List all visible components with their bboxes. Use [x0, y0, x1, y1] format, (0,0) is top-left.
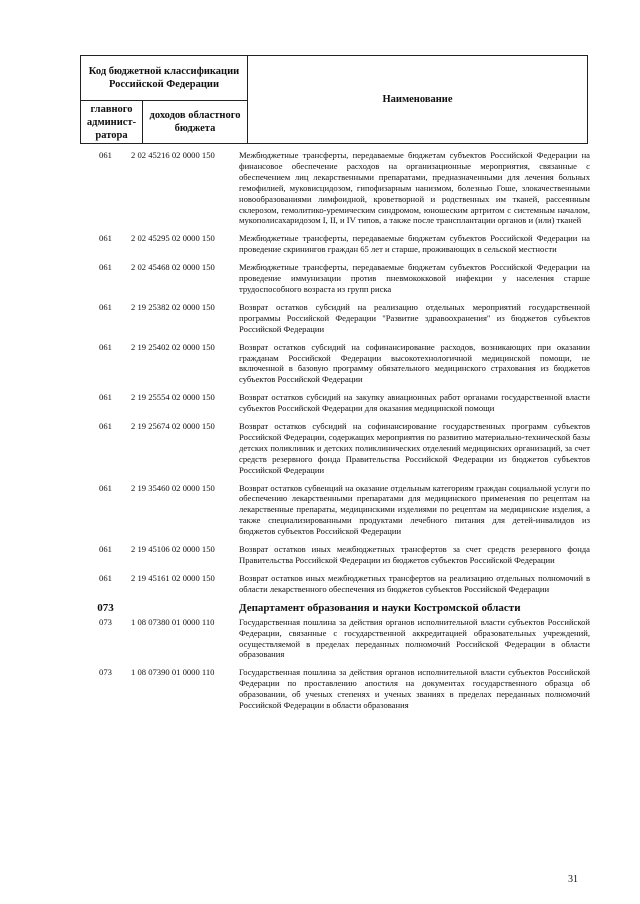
row-description: Государственная пошлина за действия органов исполнительной власти субъектов Российской Федерации по проставлению апостиля на документах государственного образца об образовании, об ученых степенях и ученых званиях в пределах переданных полномочий Российской Федерации в области образования [239, 667, 590, 711]
revenue-code: 2 19 25674 02 0000 150 [131, 421, 215, 432]
table-header [80, 55, 588, 144]
table-row [80, 342, 590, 386]
department-name: Департамент образования и науки Костромской области [239, 601, 521, 614]
department-heading-row [80, 602, 590, 615]
revenue-column-header: доходов областного бюджета [143, 101, 248, 144]
revenue-code: 2 02 45468 02 0000 150 [131, 262, 215, 273]
admin-code: 061 [99, 572, 112, 583]
row-description: Государственная пошлина за действия органов исполнительной власти субъектов Российской Федерации, связанные с государственной аккредитацией образовательных учреждений, осуществляемой в пределах переданных полномочий Российской Федерации в области образования [239, 616, 590, 660]
admin-code: 061 [99, 544, 112, 555]
row-description: Межбюджетные трансферты, передаваемые бюджетам субъектов Российской Федерации на финансовое обеспечение расходов на организационные мероприятия, связанные с обеспечением лиц лекарственными препаратами, предназначенными для лечения больных гемофилией, муковисцидозом, гипофизарным нанизмом, болезнью Гоше, злокачественными новообразованиями лимфоидной, кроветворной и родственных им тканей, рассеянным склерозом, гемолитико-уремическим синдромом, юношеским артритом с системным началом, мукополисахаридозом I, II, и IV типов, а также после трансплантации органов и (или) тканей [239, 150, 590, 226]
revenue-code: 2 19 25402 02 0000 150 [131, 341, 215, 352]
admin-code: 073 [99, 616, 112, 627]
revenue-code: 2 19 35460 02 0000 150 [131, 482, 215, 493]
revenue-code: 1 08 07390 01 0000 110 [131, 667, 215, 678]
row-description: Межбюджетные трансферты, передаваемые бюджетам субъектов Российской Федерации на проведение скринингов граждан 65 лет и старше, проживающих в сельской местности [239, 233, 590, 255]
table-row [80, 667, 590, 711]
revenue-code: 1 08 07380 01 0000 110 [131, 616, 215, 627]
revenue-code: 2 19 45161 02 0000 150 [131, 572, 215, 583]
admin-code: 061 [99, 233, 112, 244]
table-row [80, 392, 590, 414]
table-row [80, 573, 590, 595]
table-row [80, 233, 590, 255]
admin-code: 061 [99, 341, 112, 352]
row-description: Возврат остатков иных межбюджетных трансфертов за счет средств резервного фонда Правительства Российской Федерации из бюджетов субъектов Российской Федерации [239, 544, 590, 565]
admin-code: 061 [99, 421, 112, 432]
table-body [80, 150, 590, 718]
row-description: Возврат остатков субсидий на реализацию отдельных мероприятий государственной программы Российской Федерации "Развитие здравоохранения" из бюджетов субъектов Российской Федерации [239, 301, 590, 334]
row-description: Возврат остатков иных межбюджетных трансфертов на реализацию отдельных полномочий в области лекарственного обеспечения из бюджетов субъектов Российской Федерации [239, 572, 590, 594]
page-number: 31 [568, 874, 578, 885]
row-description: Возврат остатков субсидий на софинансирование государственных программ субъектов Российской Федерации, содержащих мероприятия по развитию материально-технической базы детских поликлиник и детских поликлинических отделений медицинских организаций, за счет средств резервного фонда Правительства Российской Федерации из бюджетов субъектов Российской Федерации [239, 421, 590, 475]
table-row [80, 421, 590, 476]
admin-code: 073 [99, 667, 112, 678]
table-row [80, 617, 590, 661]
table-row [80, 302, 590, 335]
revenue-code: 2 19 25554 02 0000 150 [131, 392, 215, 403]
row-description: Возврат остатков субвенций на оказание отдельным категориям граждан социальной услуги по обеспечению лекарственными препаратами для медицинского применения по рецептам на лекарственные препараты, медицинскими изделиями по рецептам на медицинские изделия, а также специализированными продуктами лечебного питания для детей-инвалидов из бюджетов субъектов Российской Федерации [239, 482, 590, 537]
table-row [80, 544, 590, 566]
admin-code: 061 [99, 262, 112, 273]
code-group-header: Код бюджетной классификации Российской Федерации [81, 56, 248, 101]
revenue-code: 2 02 45295 02 0000 150 [131, 233, 215, 244]
main-admin-column-header: главного админист-ратора [81, 101, 143, 144]
admin-code: 061 [99, 150, 112, 160]
revenue-code: 2 19 25382 02 0000 150 [131, 301, 215, 312]
row-description: Возврат остатков субсидий на софинансирование расходов, возникающих при оказании гражданам Российской Федерации высокотехнологичной медицинской помощи, не включенной в базовую программу обязательного медицинского страхования из бюджетов субъектов Российской Федерации [239, 341, 590, 385]
table-row [80, 150, 590, 226]
name-column-header: Наименование [248, 56, 588, 144]
table-row [80, 262, 590, 295]
revenue-code: 2 02 45216 02 0000 150 [131, 150, 215, 160]
admin-code: 061 [99, 301, 112, 312]
admin-code: 061 [99, 482, 112, 493]
row-description: Возврат остатков субсидий на закупку авиационных работ органами государственной власти субъектов Российской Федерации для оказания медицинской помощи [239, 392, 590, 414]
table-row [80, 483, 590, 538]
admin-code: 073 [97, 601, 114, 614]
revenue-code: 2 19 45106 02 0000 150 [131, 544, 215, 555]
row-description: Межбюджетные трансферты, передаваемые бюджетам субъектов Российской Федерации на проведение иммунизации против пневмококковой инфекции у населения старше трудоспособного возраста из групп риска [239, 262, 590, 294]
admin-code: 061 [99, 392, 112, 403]
